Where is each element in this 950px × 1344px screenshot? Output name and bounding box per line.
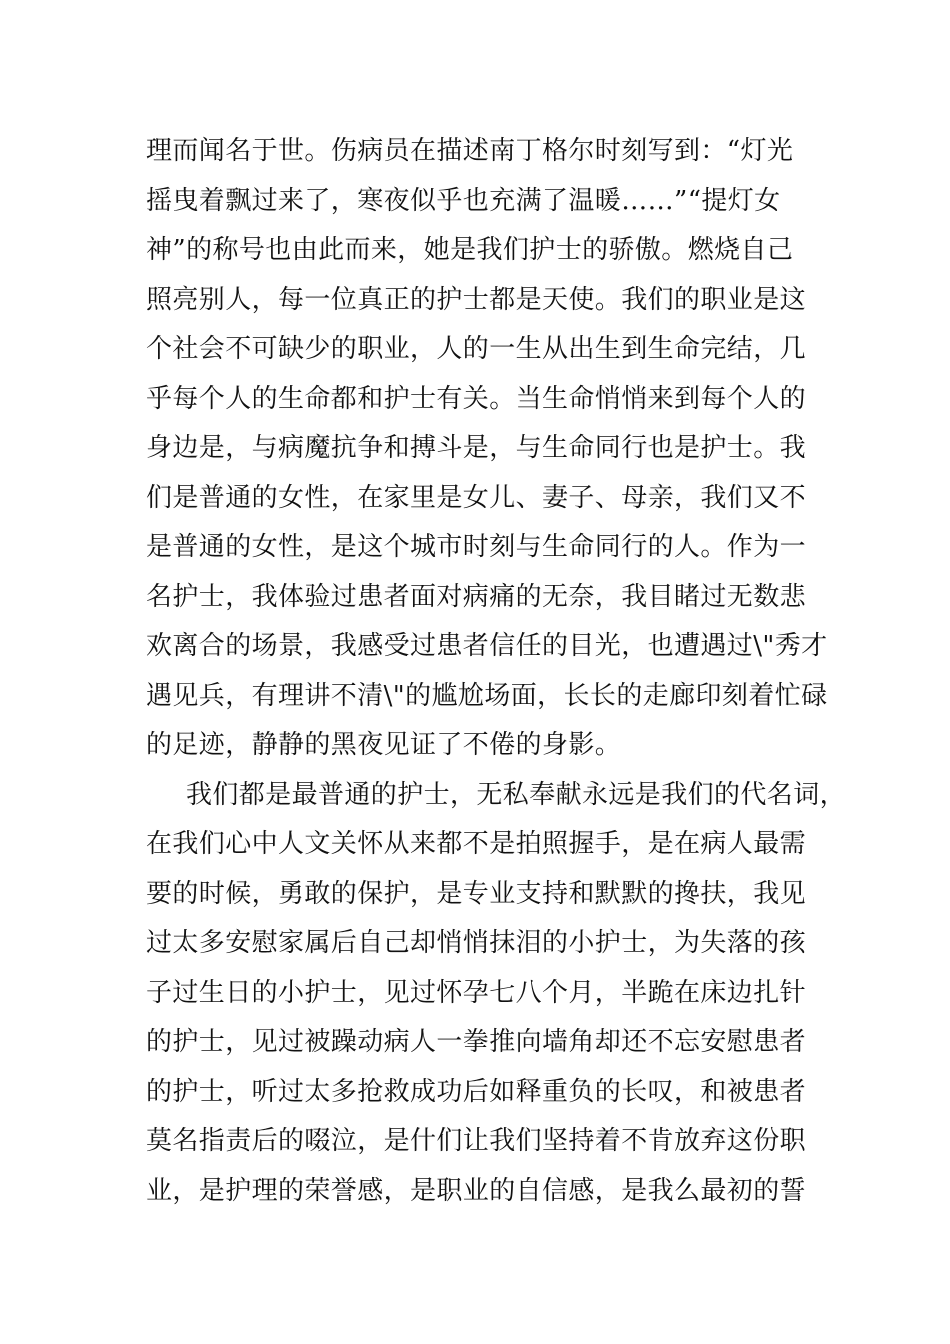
text-line: 的护士，听过太多抢救成功后如释重负的长叹，和被患者	[146, 1076, 807, 1107]
text-line: 照亮别人，每一位真正的护士都是天使。我们的职业是这	[146, 284, 807, 315]
text-line: 乎每个人的生命都和护士有关。当生命悄悄来到每个人的	[146, 383, 807, 414]
text-line: 的护士，见过被躁动病人一拳推向墙角却还不忘安慰患者	[146, 1027, 807, 1057]
text-line: 过太多安慰家属后自己却悄悄抹泪的小护士，为失落的孩	[146, 928, 807, 958]
text-line: 理而闻名于世。伤病员在描述南丁格尔时刻写到：“灯光	[146, 136, 794, 166]
text-line: 们是普通的女性，在家里是女儿、妻子、母亲，我们又不	[146, 482, 807, 513]
text-line: 子过生日的小护士，见过怀孕七八个月，半跪在床边扎针	[146, 977, 807, 1008]
paragraph-2	[146, 771, 847, 1217]
text-line: 神”的称号也由此而来，她是我们护士的骄傲。燃烧自己	[146, 235, 794, 265]
text-line: 名护士，我体验过患者面对病痛的无奈，我目睹过无数悲	[146, 581, 807, 612]
body-text	[146, 127, 847, 1216]
text-line: 身边是，与病魔抗争和搏斗是，与生命同行也是护士。我	[146, 433, 807, 463]
text-line: 在我们心中人文关怀从来都不是拍照握手，是在病人最需	[146, 829, 807, 859]
text-line: 要的时候，勇敢的保护，是专业支持和默默的搀扶，我见	[146, 878, 807, 909]
text-line: 摇曳着飘过来了，寒夜似乎也充满了温暖……”“提灯女	[146, 185, 781, 216]
text-line: 个社会不可缺少的职业，人的一生从出生到生命完结，几	[146, 334, 807, 364]
text-line: 遇见兵，有理讲不清\"的尴尬场面，长长的走廊印刻着忙碌	[146, 680, 828, 711]
text-line: 的足迹，静静的黑夜见证了不倦的身影。	[146, 730, 622, 760]
paragraph-1	[146, 127, 828, 771]
text-line: 欢离合的场景，我感受过患者信任的目光，也遭遇过\"秀才	[146, 631, 828, 661]
text-line: 莫名指责后的啜泣，是什们让我们坚持着不肯放弃这份职	[146, 1126, 807, 1156]
text-line: 我们都是最普通的护士，无私奉献永远是我们的代名词，	[186, 779, 847, 810]
text-line: 是普通的女性，是这个城市时刻与生命同行的人。作为一	[146, 532, 807, 562]
text-line: 业，是护理的荣誉感，是职业的自信感，是我么最初的誓	[146, 1175, 807, 1206]
